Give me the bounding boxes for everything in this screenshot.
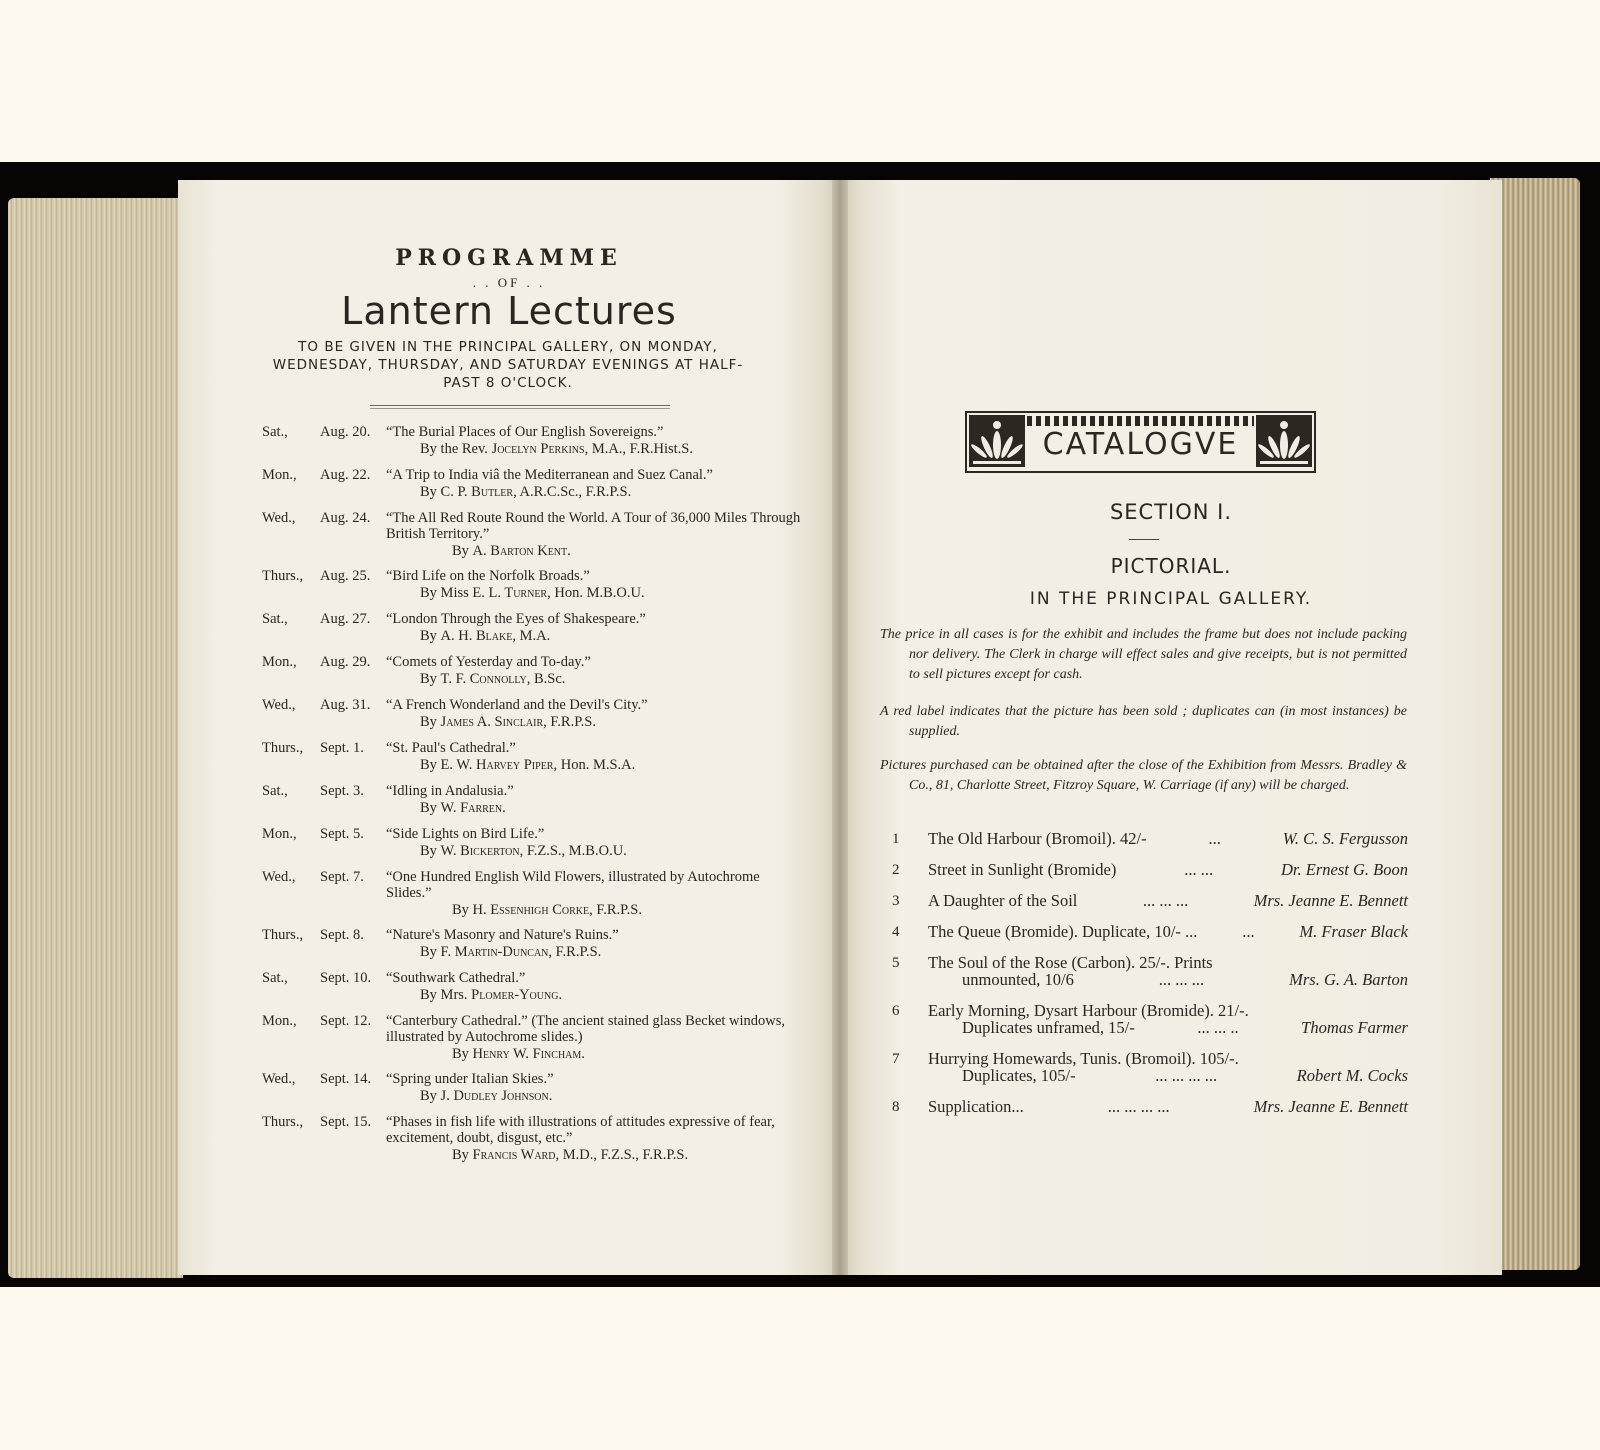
lecture-day: Sat.,	[262, 611, 288, 627]
lecture-entry	[262, 970, 802, 1013]
lecture-entry	[262, 1013, 802, 1071]
lecture-speaker: By James A. Sinclair, F.R.P.S.	[420, 714, 596, 730]
lecture-speaker: By J. Dudley Johnson.	[420, 1088, 553, 1104]
leader-dots: ... ... ..	[1197, 1018, 1239, 1037]
item-title: Street in Sunlight (Bromide)	[928, 860, 1117, 879]
leader-dots: ... ...	[1184, 860, 1214, 879]
lecture-title: “Bird Life on the Norfolk Broads.”	[386, 568, 590, 584]
catalogue-item	[888, 1050, 1408, 1098]
lecture-day: Mon.,	[262, 467, 297, 483]
gallery-subheading: IN THE PRINCIPAL GALLERY.	[1029, 589, 1313, 609]
lecture-date: Aug. 24.	[320, 510, 371, 526]
lecture-title: “Phases in fish life with illustrations of attitudes expressive of fear, excitement, doubt, disgust, etc.”	[386, 1114, 775, 1146]
item-title: The Soul of the Rose (Carbon). 25/-. Prints	[928, 953, 1213, 972]
item-title: The Old Harbour (Bromoil). 42/-	[928, 829, 1147, 848]
lecture-entry	[262, 869, 802, 927]
lecture-speaker: By Francis Ward, M.D., F.Z.S., F.R.P.S.	[452, 1147, 689, 1163]
pictorial-heading: PICTORIAL.	[1110, 554, 1232, 578]
lecture-entry	[262, 510, 802, 568]
leader-dots: ... ... ...	[1158, 970, 1205, 989]
item-title-cont: Duplicates unframed, 15/-	[962, 1018, 1135, 1037]
lecture-day: Mon.,	[262, 826, 297, 842]
page-title: Lantern Lectures	[341, 289, 677, 333]
item-author: Mrs. Jeanne E. Bennett	[1253, 891, 1408, 910]
lecture-date: Sept. 12.	[320, 1013, 372, 1029]
lecture-date: Aug. 22.	[320, 467, 371, 483]
lecture-day: Mon.,	[262, 654, 297, 670]
catalogue-item	[888, 954, 1408, 1002]
book-gutter	[832, 180, 848, 1275]
lecture-speaker: By A. H. Blake, M.A.	[420, 628, 551, 644]
lecture-speaker: By H. Essenhigh Corke, F.R.P.S.	[452, 902, 642, 918]
lecture-day: Thurs.,	[262, 740, 304, 756]
lecture-title: “One Hundred English Wild Flowers, illustrated by Autochrome Slides.”	[386, 869, 760, 901]
catalogue-item	[888, 1002, 1408, 1050]
catalogue-title: CATALOGVE	[1042, 427, 1239, 462]
lecture-entry	[262, 826, 802, 869]
lecture-date: Aug. 31.	[320, 697, 371, 713]
lecture-entry	[262, 611, 802, 654]
item-author: Robert M. Cocks	[1296, 1066, 1408, 1085]
lecture-day: Thurs.,	[262, 1114, 304, 1130]
item-number: 1	[892, 831, 900, 847]
lecture-day: Wed.,	[262, 869, 296, 885]
lecture-date: Sept. 1.	[320, 740, 364, 756]
lecture-day: Thurs.,	[262, 927, 304, 943]
lecture-speaker: By W. Farren.	[420, 800, 506, 816]
lecture-date: Sept. 14.	[320, 1071, 372, 1087]
item-number: 2	[892, 862, 900, 878]
item-number: 3	[892, 893, 900, 909]
lecture-speaker: By W. Bickerton, F.Z.S., M.B.O.U.	[420, 843, 627, 859]
red-label-note: A red label indicates that the picture has been sold ; duplicates can (in most instances) be supplied.	[880, 704, 1407, 739]
lecture-entry	[262, 424, 802, 467]
item-author: Mrs. Jeanne E. Bennett	[1253, 1097, 1408, 1116]
item-title: Early Morning, Dysart Harbour (Bromide). 21/-.	[928, 1001, 1249, 1020]
item-author: M. Fraser Black	[1299, 922, 1408, 941]
item-title: A Daughter of the Soil	[928, 891, 1078, 910]
programme-heading: PROGRAMME	[395, 245, 623, 271]
divider-dash	[1129, 539, 1159, 540]
item-author: W. C. S. Fergusson	[1282, 829, 1408, 848]
leader-dots: ... ... ...	[1142, 891, 1189, 910]
lecture-day: Mon.,	[262, 1013, 297, 1029]
item-number: 7	[892, 1051, 900, 1067]
leader-dots: ... ... ... ...	[1155, 1066, 1218, 1085]
item-author: Mrs. G. A. Barton	[1289, 970, 1408, 989]
page-edges-left	[8, 198, 183, 1278]
floral-ornament-icon	[969, 415, 1025, 467]
catalogue-banner	[965, 411, 1316, 473]
lecture-title: “Canterbury Cathedral.” (The ancient stained glass Becket windows, illustrated by Autochrome slides.)	[386, 1013, 786, 1045]
purchase-note: Pictures purchased can be obtained after the close of the Exhibition from Messrs. Bradley & Co., 81, Charlotte Street, Fitzroy Square, W. Carriage (if any) will be charged.	[880, 758, 1407, 793]
item-number: 4	[892, 924, 900, 940]
catalogue-item	[888, 1098, 1408, 1129]
lecture-speaker: By F. Martin-Duncan, F.R.P.S.	[420, 944, 602, 960]
item-author: Thomas Farmer	[1301, 1018, 1408, 1037]
lecture-title: “The All Red Route Round the World. A Tour of 36,000 Miles Through British Territory.”	[386, 510, 801, 542]
lecture-date: Aug. 25.	[320, 568, 371, 584]
lecture-title: “Southwark Cathedral.”	[386, 970, 526, 986]
lecture-day: Sat.,	[262, 783, 288, 799]
lecture-day: Sat.,	[262, 424, 288, 440]
divider-rule	[370, 405, 670, 409]
lecture-date: Aug. 29.	[320, 654, 371, 670]
lecture-speaker: By E. W. Harvey Piper, Hon. M.S.A.	[420, 757, 636, 773]
catalogue-item	[888, 892, 1408, 923]
leader-dots: ...	[1208, 829, 1221, 848]
lecture-title: “Spring under Italian Skies.”	[386, 1071, 554, 1087]
lecture-speaker: By Miss E. L. Turner, Hon. M.B.O.U.	[420, 585, 645, 601]
lecture-date: Sept. 7.	[320, 869, 364, 885]
lecture-entry	[262, 467, 802, 510]
lecture-entry	[262, 783, 802, 826]
subtitle: TO BE GIVEN IN THE PRINCIPAL GALLERY, ON MONDAY, WEDNESDAY, THURSDAY, AND SATURDAY EVENINGS AT HALF-PAST 8 O'CLOCK.	[272, 339, 744, 391]
lecture-title: “Comets of Yesterday and To-day.”	[386, 654, 591, 670]
lecture-entry	[262, 1114, 802, 1172]
lecture-title: “A Trip to India viâ the Mediterranean and Suez Canal.”	[386, 467, 713, 483]
lecture-date: Sept. 5.	[320, 826, 364, 842]
price-note: The price in all cases is for the exhibit and includes the frame but does not include packing nor delivery. The Clerk in charge will effect sales and give receipts, but is not permitted to sell pictures except for cash.	[880, 627, 1407, 682]
lecture-entry	[262, 1071, 802, 1114]
lecture-title: “St. Paul's Cathedral.”	[386, 740, 516, 756]
lecture-title: “Idling in Andalusia.”	[386, 783, 514, 799]
of-line: . . OF . .	[472, 275, 546, 290]
catalogue-item	[888, 923, 1408, 954]
decorative-border	[1027, 416, 1254, 426]
lecture-day: Wed.,	[262, 697, 296, 713]
lecture-date: Sept. 10.	[320, 970, 372, 986]
item-number: 5	[892, 955, 900, 971]
lecture-date: Aug. 20.	[320, 424, 371, 440]
lecture-title: “A French Wonderland and the Devil's City.”	[386, 697, 648, 713]
lecture-speaker: By Henry W. Fincham.	[452, 1046, 585, 1062]
page-edges-right	[1490, 178, 1580, 1270]
item-number: 8	[892, 1099, 900, 1115]
item-number: 6	[892, 1003, 900, 1019]
lecture-entry	[262, 927, 802, 970]
lecture-date: Sept. 3.	[320, 783, 364, 799]
lecture-date: Sept. 8.	[320, 927, 364, 943]
lecture-day: Wed.,	[262, 1071, 296, 1087]
lecture-date: Aug. 27.	[320, 611, 371, 627]
leader-dots: ...	[1242, 922, 1255, 941]
item-title-cont: unmounted, 10/6	[962, 970, 1074, 989]
catalogue-list	[888, 830, 1408, 1129]
item-title: Hurrying Homewards, Tunis. (Bromoil). 105/-.	[928, 1049, 1239, 1068]
leader-dots: ... ... ... ...	[1107, 1097, 1170, 1116]
lecture-title: “Side Lights on Bird Life.”	[386, 826, 545, 842]
lecture-entry	[262, 654, 802, 697]
item-author: Dr. Ernest G. Boon	[1281, 860, 1408, 879]
lecture-list	[262, 424, 802, 1172]
lecture-entry	[262, 740, 802, 783]
lecture-date: Sept. 15.	[320, 1114, 372, 1130]
lecture-entry	[262, 697, 802, 740]
lecture-speaker: By C. P. Butler, A.R.C.Sc., F.R.P.S.	[420, 484, 632, 500]
item-title-cont: Duplicates, 105/-	[962, 1066, 1076, 1085]
section-heading: SECTION I.	[1109, 500, 1233, 524]
lecture-speaker: By the Rev. Jocelyn Perkins, M.A., F.R.Hist.S.	[420, 441, 693, 457]
item-title: The Queue (Bromide). Duplicate, 10/- ...	[928, 922, 1198, 941]
lecture-day: Sat.,	[262, 970, 288, 986]
lecture-day: Thurs.,	[262, 568, 304, 584]
lecture-day: Wed.,	[262, 510, 296, 526]
catalogue-item	[888, 830, 1408, 861]
item-title: Supplication...	[928, 1097, 1024, 1116]
catalogue-item	[888, 861, 1408, 892]
floral-ornament-icon	[1256, 415, 1312, 467]
lecture-speaker: By T. F. Connolly, B.Sc.	[420, 671, 566, 687]
lecture-speaker: By A. Barton Kent.	[452, 543, 571, 559]
lecture-title: “London Through the Eyes of Shakespeare.”	[386, 611, 646, 627]
lecture-speaker: By Mrs. Plomer-Young.	[420, 987, 563, 1003]
lecture-entry	[262, 568, 802, 611]
lecture-title: “The Burial Places of Our English Sovereigns.”	[386, 424, 664, 440]
lecture-title: “Nature's Masonry and Nature's Ruins.”	[386, 927, 619, 943]
